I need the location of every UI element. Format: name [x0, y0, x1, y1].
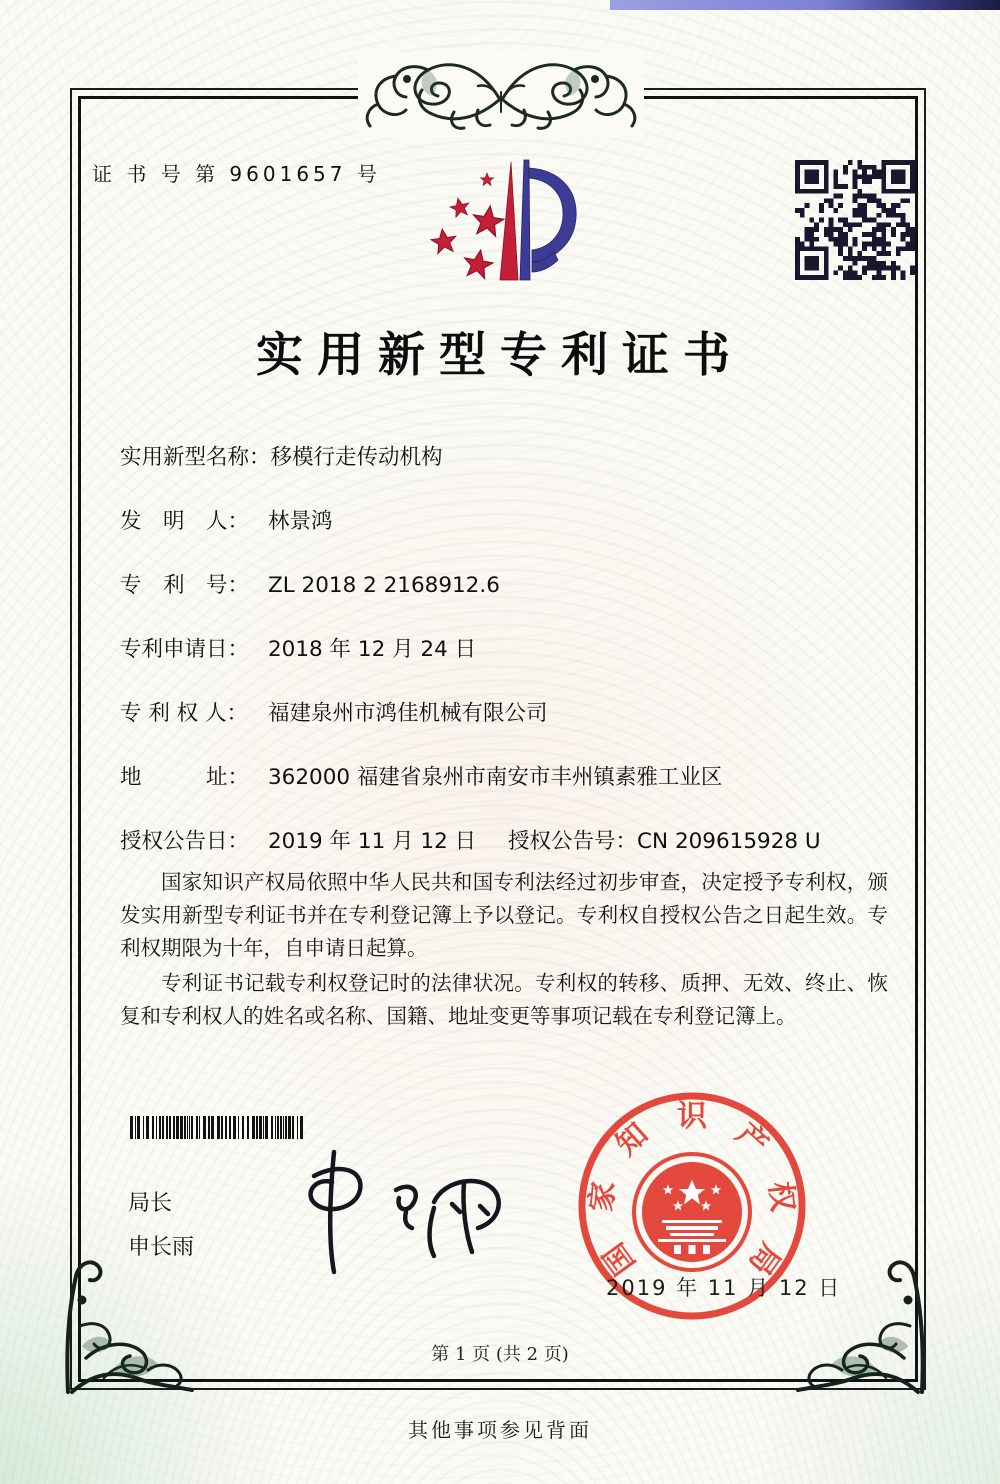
field-label: 授权公告号：: [508, 829, 638, 854]
field-label: 实用新型名称：: [120, 445, 271, 470]
legal-text: [120, 866, 888, 1035]
field-row-inventor: [120, 504, 900, 535]
field-label: 专 利 号：: [120, 573, 250, 598]
field-value: ZL 2018 2 2168912.6: [268, 573, 500, 598]
seal-date: 2019 年 11 月 12 日: [606, 1276, 842, 1300]
field-row-patent-number: [120, 568, 900, 599]
field-value: 福建泉州市鸿佳机械有限公司: [268, 701, 548, 726]
field-label: 专 利 权 人：: [120, 701, 249, 726]
dragon-ornament-icon: [358, 52, 644, 138]
svg-text:权: 权: [762, 1179, 800, 1214]
legal-paragraph-1: 国家知识产权局依照中华人民共和国专利法经过初步审查，决定授予专利权，颁发实用新型专利证书并在专利登记簿上予以登记。专利权自授权公告之日起生效。专利权期限为十年，自申请日起算。: [120, 870, 888, 960]
director-title: 局长: [128, 1191, 173, 1216]
field-value: 362000 福建省泉州市南安市丰州镇素雅工业区: [268, 765, 723, 790]
field-value: 林景鸿: [268, 509, 333, 534]
svg-text:识: 识: [677, 1099, 707, 1134]
field-value: 2018 年 12 月 24 日: [268, 637, 477, 662]
legal-paragraph-2: 专利证书记载专利权登记时的法律状况。专利权的转移、质押、无效、终止、恢复和专利权人的姓名或名称、国籍、地址变更等事项记载在专利登记簿上。: [120, 971, 888, 1028]
field-row-filing-date: [120, 632, 900, 663]
director-signature: [268, 1146, 518, 1285]
certificate-title: 实用新型专利证书: [256, 328, 744, 383]
field-value: CN 209615928 U: [637, 829, 821, 854]
svg-text:知: 知: [609, 1116, 655, 1163]
field-value: 2019 年 11 月 12 日: [268, 829, 477, 854]
corner-flourish-right-icon: [788, 1242, 938, 1406]
director-name: 申长雨: [128, 1235, 195, 1260]
corner-flourish-left-icon: [52, 1242, 202, 1406]
svg-text:国: 国: [596, 1236, 643, 1282]
svg-text:家: 家: [584, 1179, 622, 1214]
field-row-name: [120, 440, 900, 471]
field-label: 专利申请日：: [120, 637, 250, 662]
field-label: 授权公告日：: [120, 829, 250, 854]
footer-note: 其他事项参见背面: [408, 1418, 592, 1442]
svg-text:局: 局: [741, 1236, 788, 1282]
field-row-address: [120, 760, 900, 791]
certificate-number: 证 书 号 第 9601657 号: [92, 162, 381, 186]
cnipa-logo-icon: [408, 150, 588, 296]
field-grant-number: [508, 824, 821, 855]
field-value: 移模行走传动机构: [270, 445, 443, 470]
field-row-grant-date: [120, 824, 900, 855]
svg-text:产: 产: [729, 1116, 775, 1163]
field-label: 地 址：: [120, 765, 250, 790]
field-row-patentee: [120, 696, 900, 727]
field-label: 发 明 人：: [120, 509, 250, 534]
page-number: 第 1 页 (共 2 页): [431, 1344, 569, 1365]
qr-code-image: [795, 160, 915, 284]
barcode-image: [130, 1116, 390, 1139]
scan-artifact-strip: [610, 0, 1000, 10]
